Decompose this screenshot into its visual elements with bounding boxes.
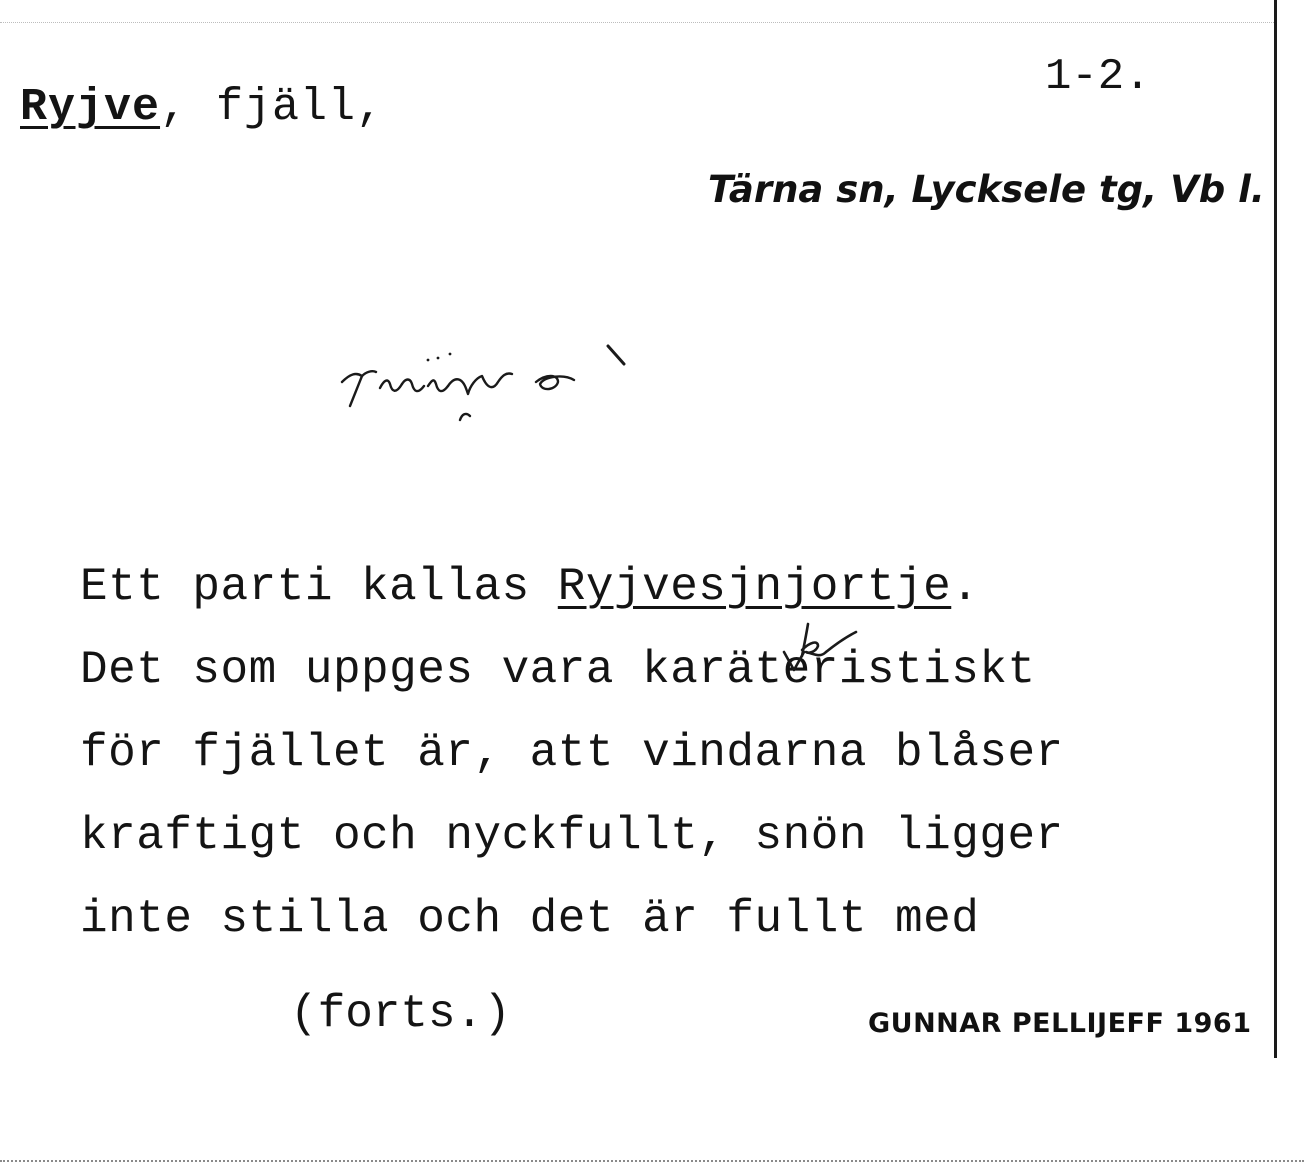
continued-note: (forts.) [290,988,511,1040]
body-line-1-suffix: . [951,561,980,613]
place-name-underlined: Ryjvesjnjortje [557,561,952,613]
body-line-2: Det som uppges vara karäteristiskt [80,644,1036,696]
body-line-4: kraftigt och nyckfullt, snön ligger [80,810,1064,862]
handwritten-correction [778,612,868,682]
author-stamp: GUNNAR PELLIJEFF 1961 [868,1008,1252,1039]
handwritten-pronunciation [336,336,626,436]
location-stamp: Tärna sn, Lycksele tg, Vb l. [708,168,1265,211]
body-line-3: för fjället är, att vindarna blåser [80,727,1064,779]
body-line-1 [80,552,1200,635]
body-line-5: inte stilla och det är fullt med [80,893,980,945]
card-number: 1-2. [1045,52,1151,102]
card-right-edge [1274,0,1277,1058]
card-body [80,552,1200,967]
card-top-edge [0,22,1274,23]
headword-suffix: , fjäll, [160,82,385,133]
scan-bottom-edge [0,1160,1304,1162]
headword: Ryjve [20,82,161,133]
headword-line [20,82,384,133]
body-line-1-prefix: Ett parti kallas [80,561,558,613]
